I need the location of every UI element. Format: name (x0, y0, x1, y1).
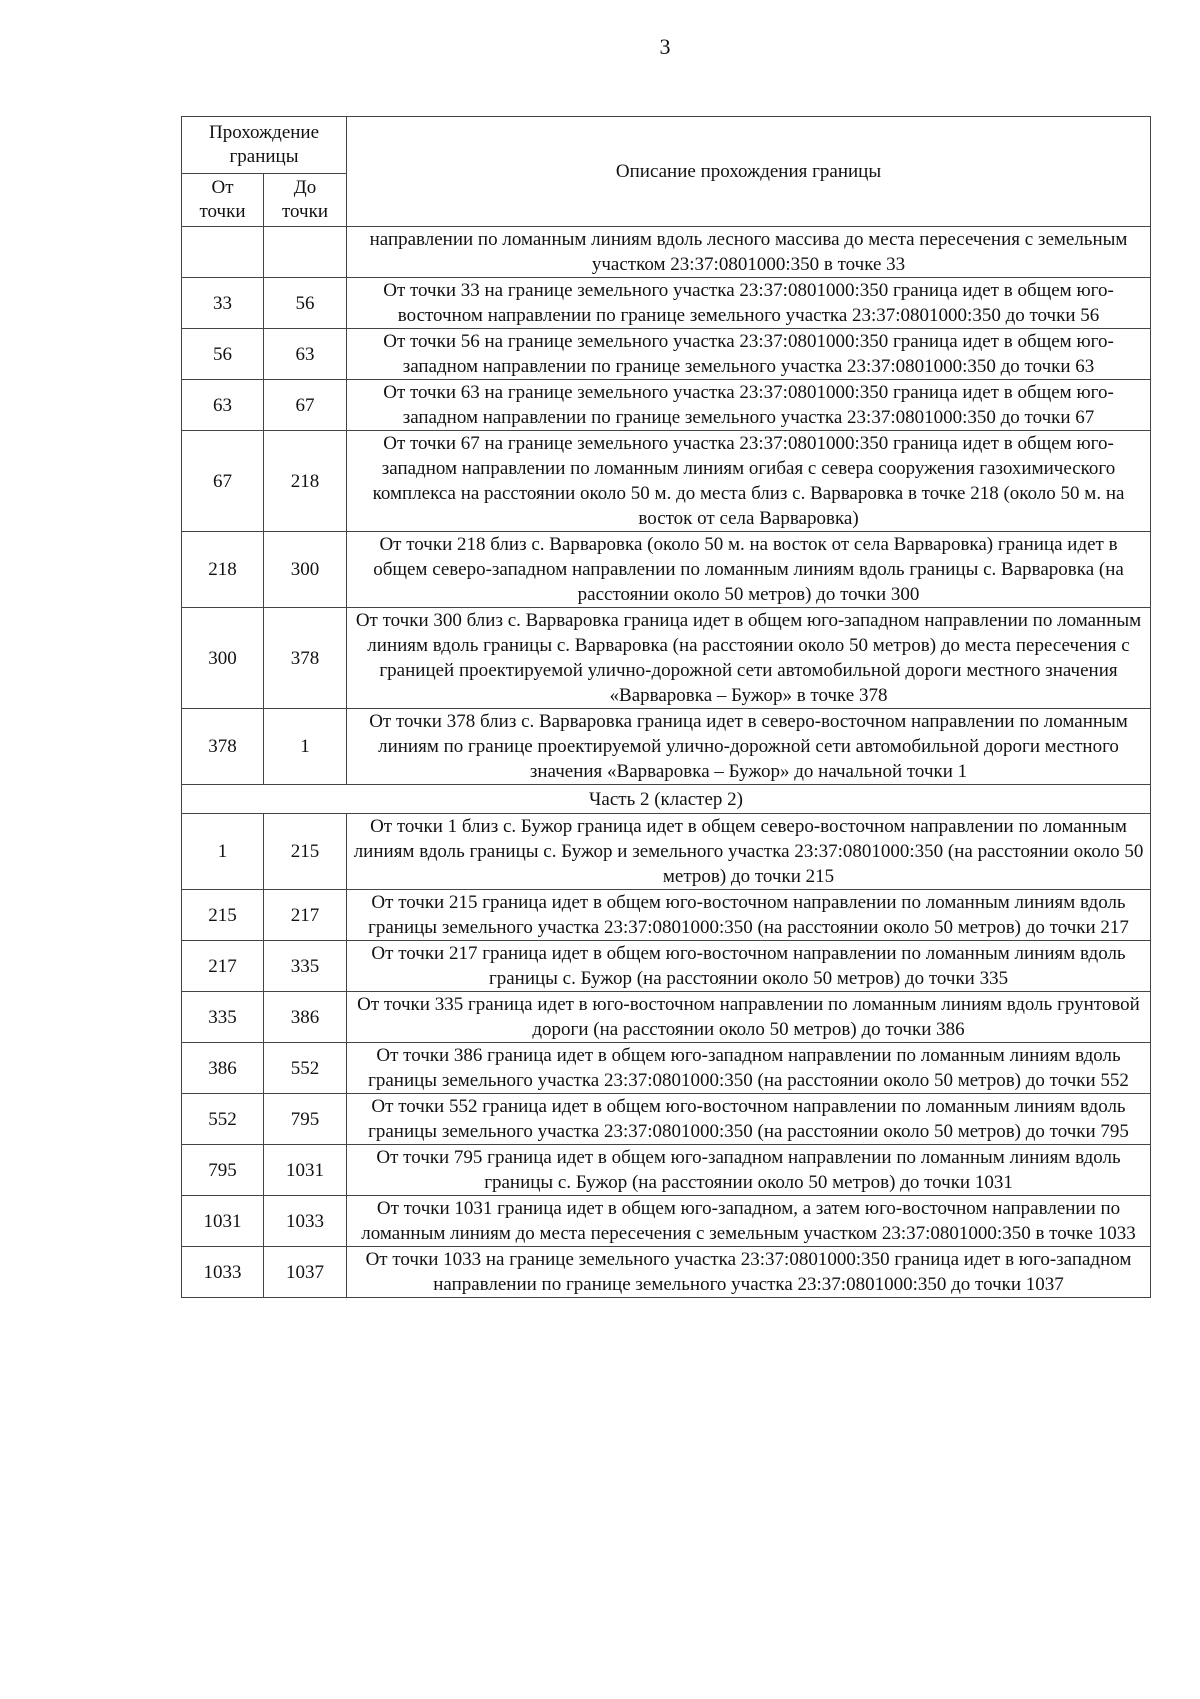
table-row (182, 814, 1151, 890)
cell-to: 795 (264, 1094, 347, 1145)
cell-from: 378 (182, 709, 264, 785)
table-row (182, 278, 1151, 329)
cell-to: 218 (264, 431, 347, 532)
cell-description: От точки 1031 граница идет в общем юго-западном, а затем юго-восточном направлении по ломанным линиям до места пересечения с земельным участком 23:37:0801000:350 в точке 1033 (347, 1196, 1151, 1247)
cell-from: 386 (182, 1043, 264, 1094)
cell-description: От точки 552 граница идет в общем юго-восточном направлении по ломанным линиям вдоль границы земельного участка 23:37:0801000:350 (на расстоянии около 50 метров) до точки 795 (347, 1094, 1151, 1145)
cell-description: От точки 1033 на границе земельного участка 23:37:0801000:350 граница идет в юго-западном направлении по границе земельного участка 23:37:0801000:350 до точки 1037 (347, 1247, 1151, 1298)
cell-from: 1 (182, 814, 264, 890)
cell-description: От точки 63 на границе земельного участка 23:37:0801000:350 граница идет в общем юго-западном направлении по границе земельного участка 23:37:0801000:350 до точки 67 (347, 380, 1151, 431)
table-row (182, 380, 1151, 431)
cell-to: 1037 (264, 1247, 347, 1298)
section-row (182, 785, 1151, 814)
table-row (182, 431, 1151, 532)
table-row (182, 1196, 1151, 1247)
section-title: Часть 2 (кластер 2) (182, 785, 1151, 814)
cell-to: 67 (264, 380, 347, 431)
cell-description: направлении по ломанным линиям вдоль лесного массива до места пересечения с земельным участком 23:37:0801000:350 в точке 33 (347, 227, 1151, 278)
cell-description: От точки 56 на границе земельного участка 23:37:0801000:350 граница идет в общем юго-западном направлении по границе земельного участка 23:37:0801000:350 до точки 63 (347, 329, 1151, 380)
table-row (182, 532, 1151, 608)
cell-to: 378 (264, 608, 347, 709)
table-row (182, 1145, 1151, 1196)
cell-to: 215 (264, 814, 347, 890)
cell-to: 1033 (264, 1196, 347, 1247)
cell-to: 300 (264, 532, 347, 608)
cell-from (182, 227, 264, 278)
cell-from: 63 (182, 380, 264, 431)
header-passage: Прохождение границы (182, 117, 347, 174)
table-row (182, 608, 1151, 709)
cell-to: 56 (264, 278, 347, 329)
cell-description: От точки 215 граница идет в общем юго-восточном направлении по ломанным линиям вдоль границы земельного участка 23:37:0801000:350 (на расстоянии около 50 метров) до точки 217 (347, 890, 1151, 941)
cell-from: 56 (182, 329, 264, 380)
cell-from: 1031 (182, 1196, 264, 1247)
table-row (182, 941, 1151, 992)
cell-to: 335 (264, 941, 347, 992)
cell-from: 218 (182, 532, 264, 608)
cell-description: От точки 300 близ с. Варваровка граница идет в общем юго-западном направлении по ломанным линиям вдоль границы с. Варваровка (на расстоянии около 50 метров) до места пересечения с границей проектируемой улично-дорожной сети автомобильной дороги местного значения «Варваровка – Бужор» в точке 378 (347, 608, 1151, 709)
header-description: Описание прохождения границы (347, 117, 1151, 227)
table-row (182, 709, 1151, 785)
table-row (182, 227, 1151, 278)
cell-description: От точки 33 на границе земельного участка 23:37:0801000:350 граница идет в общем юго-восточном направлении по границе земельного участка 23:37:0801000:350 до точки 56 (347, 278, 1151, 329)
cell-from: 795 (182, 1145, 264, 1196)
page-number: 3 (659, 34, 671, 59)
cell-description: От точки 386 граница идет в общем юго-западном направлении по ломанным линиям вдоль границы земельного участка 23:37:0801000:350 (на расстоянии около 50 метров) до точки 552 (347, 1043, 1151, 1094)
header-to: До точки (264, 174, 347, 227)
cell-from: 67 (182, 431, 264, 532)
cell-description: От точки 378 близ с. Варваровка граница идет в северо-восточном направлении по ломанным линиям по границе проектируемой улично-дорожной сети автомобильной дороги местного значения «Варваровка – Бужор» до начальной точки 1 (347, 709, 1151, 785)
cell-from: 335 (182, 992, 264, 1043)
table-row (182, 890, 1151, 941)
cell-to (264, 227, 347, 278)
table-row (182, 329, 1151, 380)
header-from: От точки (182, 174, 264, 227)
header-row (182, 117, 1151, 174)
cell-to: 552 (264, 1043, 347, 1094)
cell-to: 386 (264, 992, 347, 1043)
table-row (182, 992, 1151, 1043)
cell-description: От точки 1 близ с. Бужор граница идет в общем северо-восточном направлении по ломанным линиям вдоль границы с. Бужор и земельного участка 23:37:0801000:350 (на расстоянии около 50 метров) до точки 215 (347, 814, 1151, 890)
cell-from: 300 (182, 608, 264, 709)
table-row (182, 1247, 1151, 1298)
cell-to: 1031 (264, 1145, 347, 1196)
cell-from: 33 (182, 278, 264, 329)
cell-from: 217 (182, 941, 264, 992)
cell-description: От точки 217 граница идет в общем юго-восточном направлении по ломанным линиям вдоль границы с. Бужор (на расстоянии около 50 метров) до точки 335 (347, 941, 1151, 992)
boundary-table (181, 116, 1151, 1298)
table-row (182, 1043, 1151, 1094)
cell-from: 215 (182, 890, 264, 941)
cell-description: От точки 795 граница идет в общем юго-западном направлении по ломанным линиям вдоль границы с. Бужор (на расстоянии около 50 метров) до точки 1031 (347, 1145, 1151, 1196)
cell-description: От точки 218 близ с. Варваровка (около 50 м. на восток от села Варваровка) граница идет в общем северо-западном направлении по ломанным линиям вдоль границы с. Варваровка (на расстоянии около 50 метров) до точки 300 (347, 532, 1151, 608)
cell-to: 63 (264, 329, 347, 380)
cell-from: 552 (182, 1094, 264, 1145)
cell-to: 217 (264, 890, 347, 941)
cell-from: 1033 (182, 1247, 264, 1298)
cell-description: От точки 67 на границе земельного участка 23:37:0801000:350 граница идет в общем юго-западном направлении по ломанным линиям огибая с севера сооружения газохимического комплекса на расстоянии около 50 м. до места близ с. Варваровка в точке 218 (около 50 м. на восток от села Варваровка) (347, 431, 1151, 532)
cell-to: 1 (264, 709, 347, 785)
table-row (182, 1094, 1151, 1145)
cell-description: От точки 335 граница идет в юго-восточном направлении по ломанным линиям вдоль грунтовой дороги (на расстоянии около 50 метров) до точки 386 (347, 992, 1151, 1043)
